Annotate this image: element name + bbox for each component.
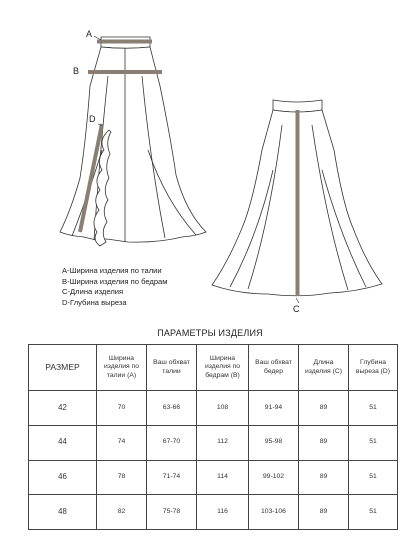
cell-length: 89 (299, 460, 349, 495)
table-row (29, 495, 398, 530)
table-row (29, 460, 398, 495)
table-row (29, 391, 398, 426)
cell-length: 89 (299, 495, 349, 530)
cell-waist-width: 82 (97, 495, 147, 530)
marker-b: B (73, 66, 80, 76)
measurement-legend (62, 266, 168, 308)
cell-size: 42 (29, 391, 97, 426)
cell-waist-width: 70 (97, 391, 147, 426)
marker-c-leader (296, 298, 299, 303)
cell-your-hips: 99-102 (249, 460, 299, 495)
cell-hip-width: 116 (197, 495, 249, 530)
legend-item-c: C-Длина изделия (62, 287, 124, 297)
cell-hip-width: 112 (197, 425, 249, 460)
cell-slit-depth: 51 (349, 425, 398, 460)
cell-slit-depth: 51 (349, 460, 398, 495)
cell-your-hips: 103-106 (249, 495, 299, 530)
cell-slit-depth: 51 (349, 391, 398, 426)
legend-item-a: A-Ширина изделия по талии (62, 266, 162, 275)
header-hip-width: Ширина изделия по бедрам (B) (197, 345, 249, 391)
cell-hip-width: 114 (197, 460, 249, 495)
cell-your-hips: 91-94 (249, 391, 299, 426)
marker-d: D (89, 114, 96, 124)
table-header-row (29, 345, 398, 391)
table-row (29, 425, 398, 460)
cell-your-waist: 75-78 (147, 495, 197, 530)
marker-c: C (293, 304, 300, 314)
cell-size: 44 (29, 425, 97, 460)
header-your-waist: Ваш обхват талии (147, 345, 197, 391)
cell-hip-width: 108 (197, 391, 249, 426)
cell-waist-width: 74 (97, 425, 147, 460)
cell-your-hips: 95-98 (249, 425, 299, 460)
cell-waist-width: 78 (97, 460, 147, 495)
header-length: Длина изделия (C) (299, 345, 349, 391)
legend-item-d: D-Глубина выреза (62, 297, 127, 307)
header-size: РАЗМЕР (29, 345, 97, 391)
legend-item-b: B-Ширина изделия по бедрам (62, 276, 168, 286)
header-waist-width: Ширина изделия по талии (A) (97, 345, 147, 391)
cell-length: 89 (299, 391, 349, 426)
marker-a-leader (94, 36, 101, 40)
header-slit-depth: Глубина выреза (D) (349, 345, 398, 391)
cell-your-waist: 63-66 (147, 391, 197, 426)
cell-length: 89 (299, 425, 349, 460)
cell-size: 48 (29, 495, 97, 530)
size-parameters-table (28, 344, 398, 530)
table-title: ПАРАМЕТРЫ ИЗДЕЛИЯ (157, 328, 263, 338)
marker-a: A (86, 29, 93, 39)
cell-your-waist: 67-70 (147, 425, 197, 460)
cell-slit-depth: 51 (349, 495, 398, 530)
header-your-hips: Ваш обхват бедер (249, 345, 299, 391)
cell-size: 46 (29, 460, 97, 495)
cell-your-waist: 71-74 (147, 460, 197, 495)
